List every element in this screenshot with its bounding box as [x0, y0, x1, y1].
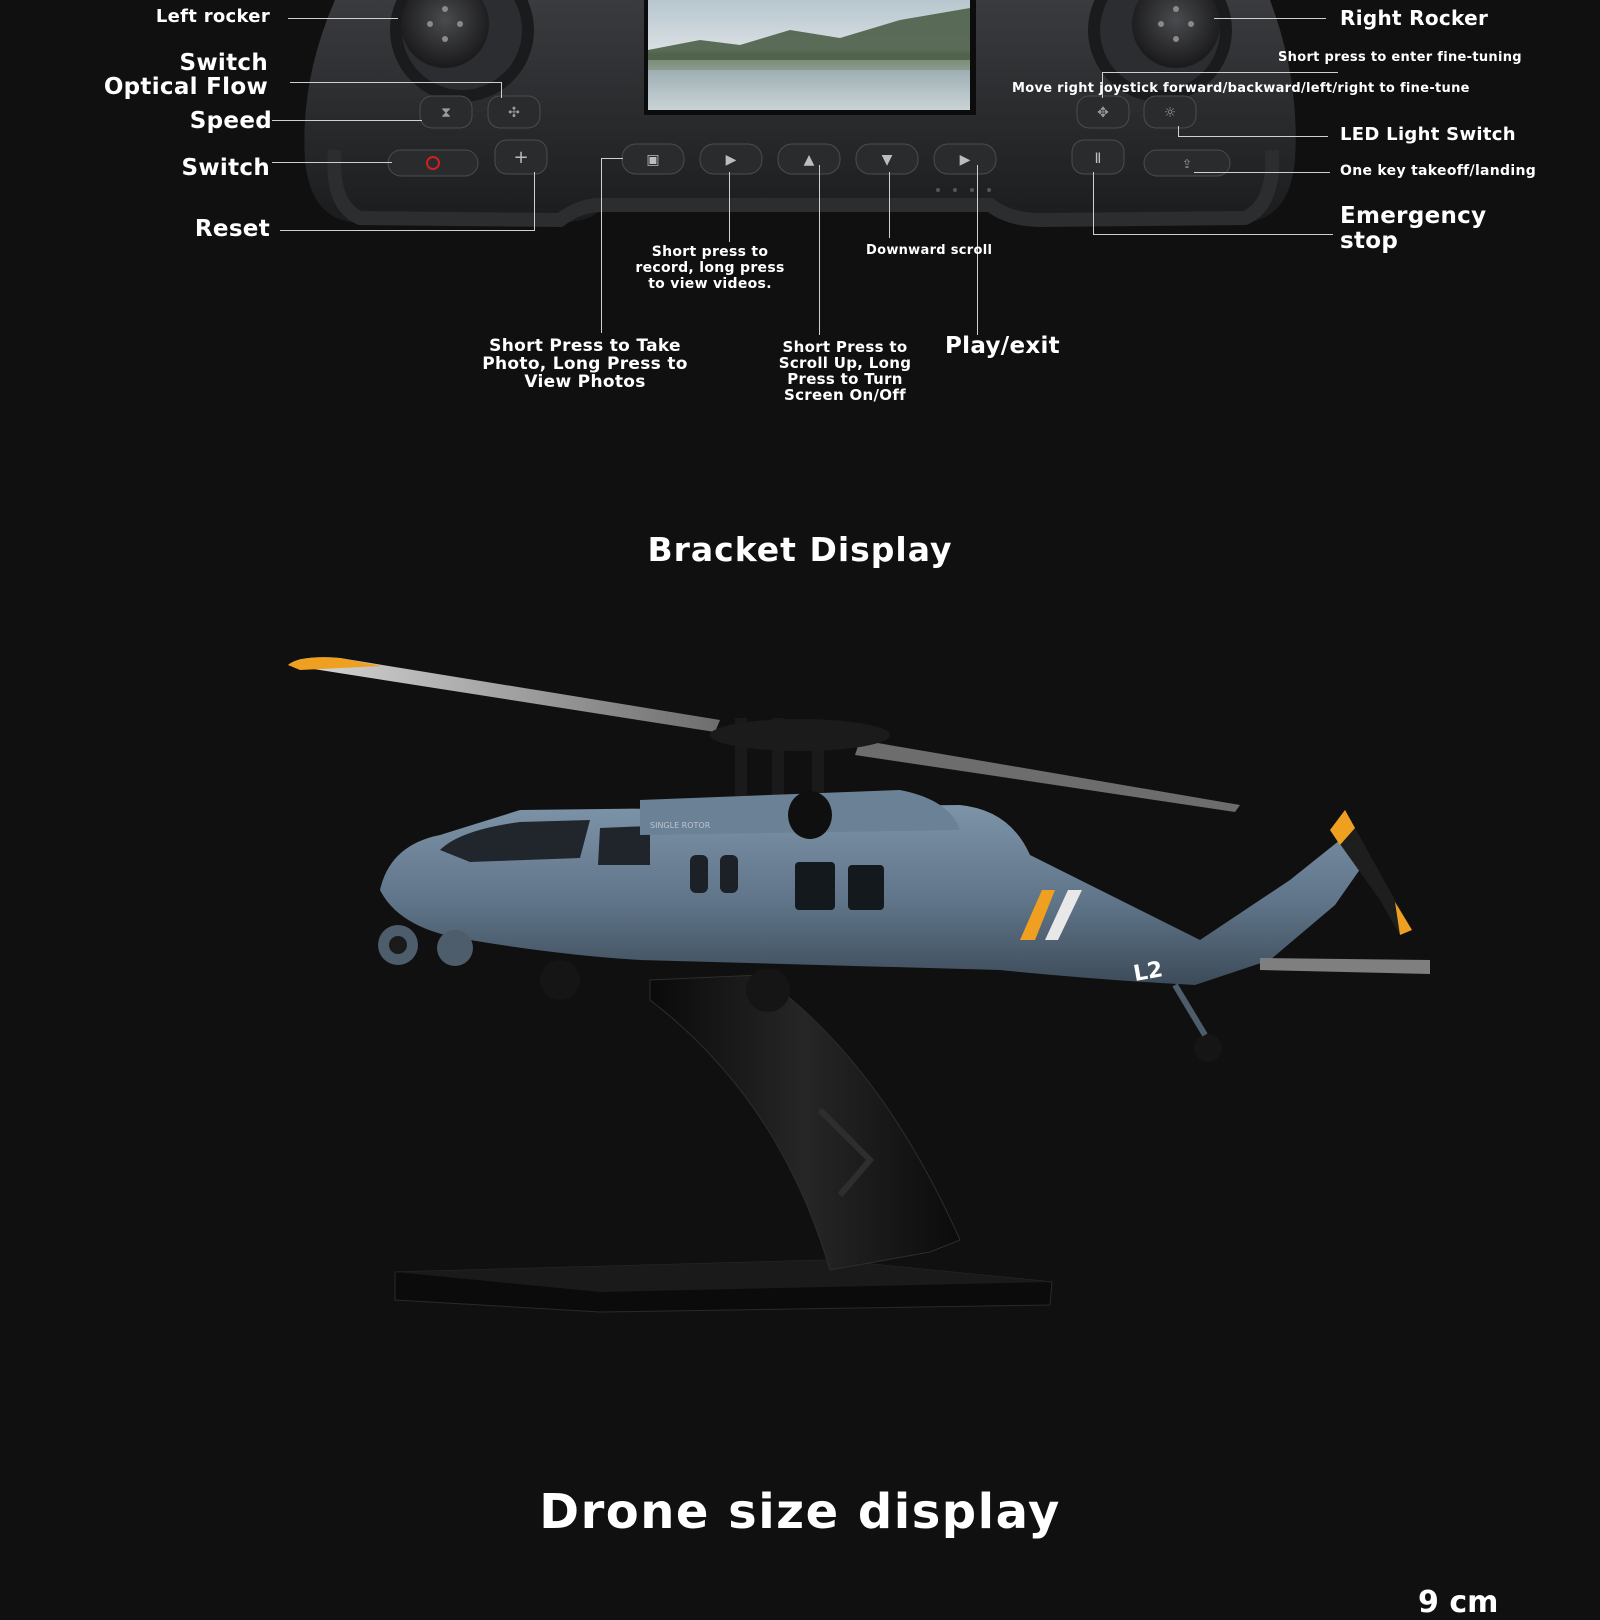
label-fine-tuning-press: Short press to enter fine-tuning	[1278, 50, 1522, 65]
label-right-rocker: Right Rocker	[1340, 6, 1489, 30]
label-photo	[450, 337, 720, 391]
label-emergency-stop-1: Emergency	[1340, 203, 1487, 229]
label-scroll-up-line-4: Screen On/Off	[784, 386, 906, 404]
label-switch-optical-flow-2: Optical Flow	[103, 74, 268, 100]
fuselage-lettering: SINGLE ROTOR	[650, 821, 711, 830]
label-switch-optical-flow-1: Switch	[179, 50, 268, 76]
callout-line-photo	[601, 158, 602, 333]
svg-text:+: +	[513, 147, 529, 168]
label-record-line-2: record, long press	[635, 260, 785, 276]
callout-line-downward	[889, 172, 890, 238]
callout-line-fine-tune	[1102, 72, 1338, 73]
callout-line-led	[1178, 136, 1328, 137]
callout-line-reset	[280, 230, 535, 231]
size-measurement-label: 9 cm	[1418, 1585, 1499, 1620]
label-scroll-up-line-3: Press to Turn	[787, 370, 903, 388]
svg-text:Ⅱ: Ⅱ	[1094, 151, 1102, 167]
callout-line-optical-flow	[290, 82, 502, 83]
label-switch: Switch	[181, 155, 270, 181]
stand-arm	[650, 975, 960, 1270]
callout-line-switch	[272, 162, 392, 163]
svg-text:▲: ▲	[803, 152, 815, 168]
bracket-display-title: Bracket Display	[647, 530, 953, 569]
label-left-rocker: Left rocker	[155, 6, 270, 27]
svg-text:▣: ▣	[646, 152, 660, 168]
callout-line-left-rocker	[288, 18, 398, 19]
drone-size-title: Drone size display	[539, 1484, 1061, 1540]
main-rotor-blade-left	[288, 657, 720, 732]
label-scroll-up-line-2: Scroll Up, Long	[778, 354, 912, 372]
label-photo-line-3: View Photos	[524, 372, 646, 392]
svg-text:⧗: ⧗	[441, 105, 451, 121]
svg-text:⇪: ⇪	[1181, 157, 1193, 171]
label-scroll-up	[755, 339, 935, 403]
callout-line-takeoff	[1194, 172, 1330, 173]
label-fine-tuning-move: Move right joystick forward/backward/left/right to fine-tune	[1012, 81, 1470, 96]
label-photo-line-2: Photo, Long Press to	[482, 354, 688, 374]
label-record-line-1: Short press to	[651, 244, 769, 260]
label-reset: Reset	[194, 216, 270, 242]
svg-text:☼: ☼	[1163, 105, 1177, 121]
label-led-light-switch: LED Light Switch	[1340, 124, 1516, 145]
label-play-exit: Play/exit	[945, 333, 1060, 359]
label-emergency-stop-2: stop	[1340, 228, 1399, 254]
label-speed: Speed	[189, 108, 272, 134]
tail-number: L2	[1131, 957, 1165, 987]
power-switch-button	[388, 150, 478, 176]
svg-text:✥: ✥	[1097, 105, 1109, 121]
label-photo-line-1: Short Press to Take	[489, 336, 681, 356]
callout-line-speed	[272, 120, 422, 121]
label-one-key-takeoff: One key takeoff/landing	[1340, 163, 1537, 179]
callout-line-right-rocker	[1214, 18, 1326, 19]
callout-line-scroll-up	[819, 165, 820, 335]
callout-line-record	[729, 172, 730, 242]
label-downward-scroll: Downward scroll	[866, 243, 993, 258]
svg-text:▼: ▼	[881, 152, 893, 168]
label-record-line-3: to view videos.	[648, 276, 772, 292]
svg-text:▶: ▶	[725, 152, 737, 168]
svg-text:✣: ✣	[508, 105, 520, 121]
helicopter-image	[0, 640, 1600, 1340]
label-scroll-up-line-1: Short Press to	[782, 338, 908, 356]
label-record	[610, 244, 810, 292]
callout-line-emergency	[1093, 234, 1333, 235]
svg-text:▶: ▶	[959, 152, 971, 168]
